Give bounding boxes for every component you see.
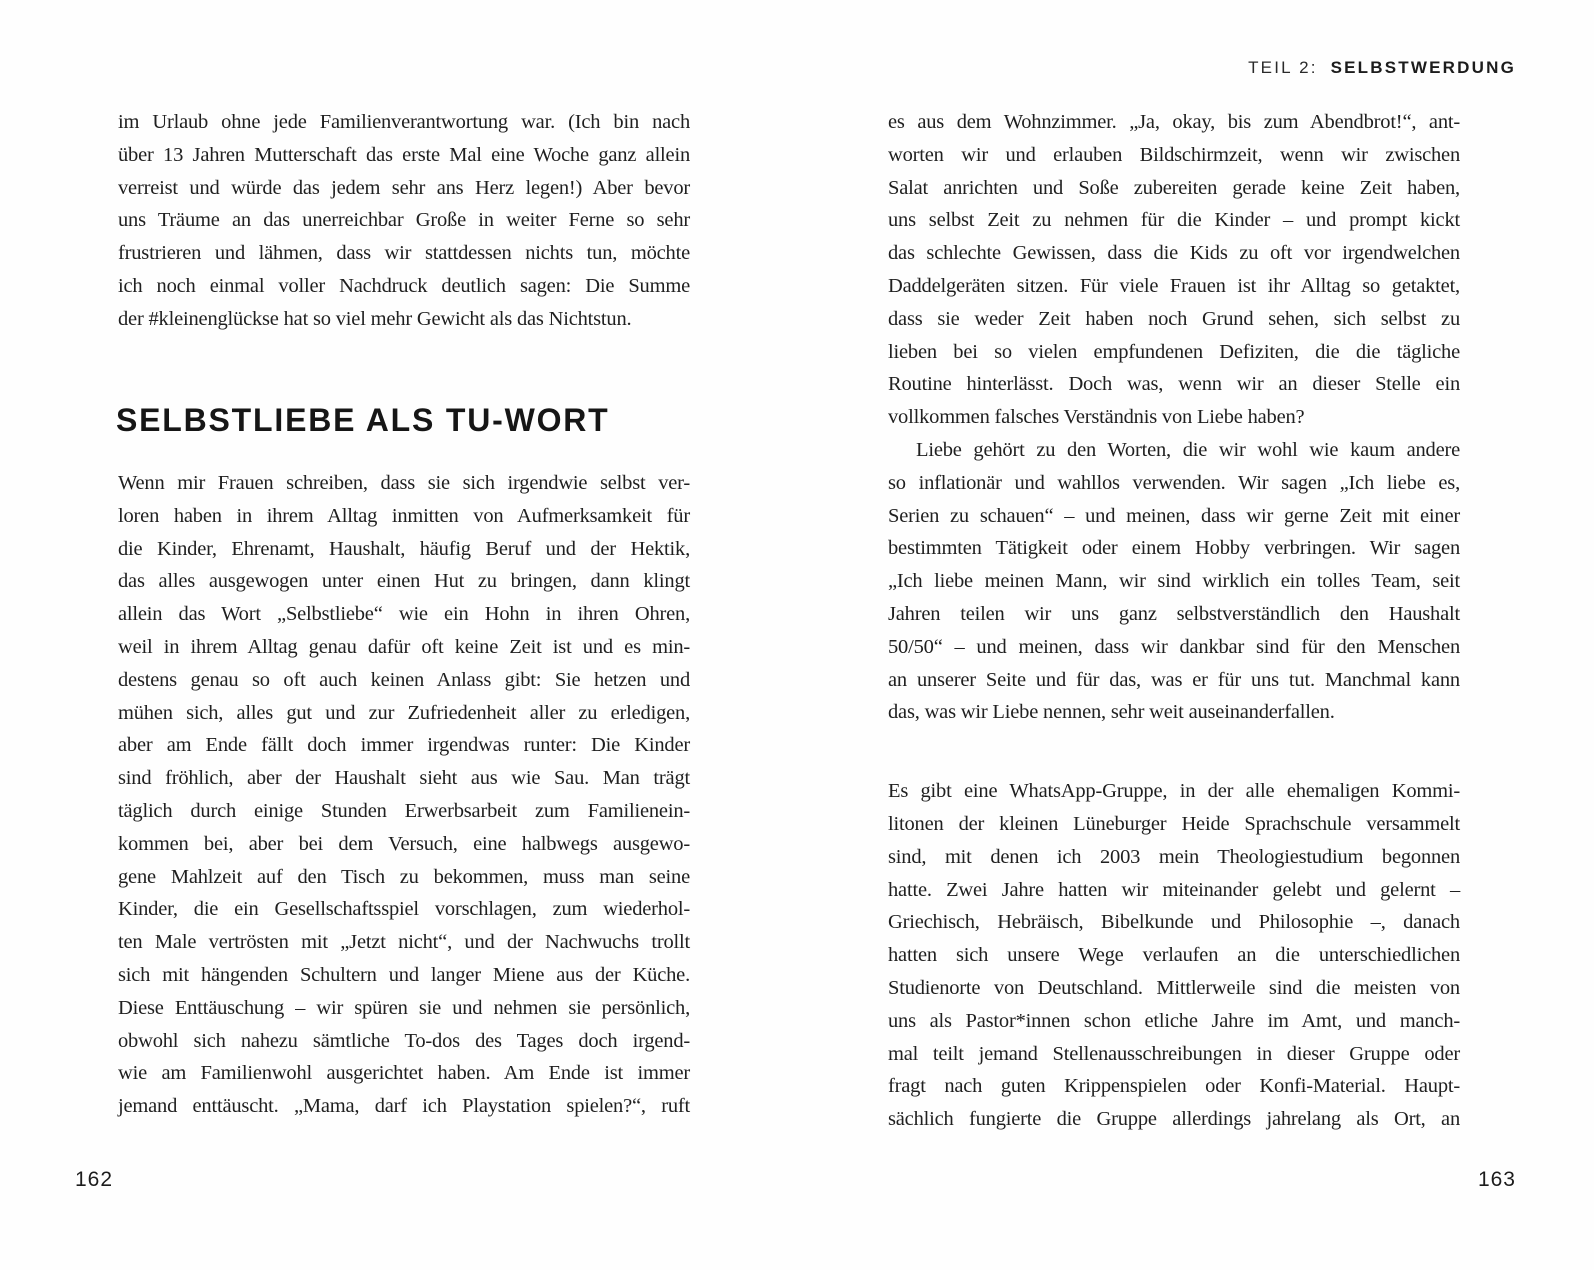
text-line: litonen der kleinen Lüneburger Heide Sprachschule versammelt bbox=[888, 812, 1460, 835]
text-line: Studienorte von Deutschland. Mittlerweile sind die meisten von bbox=[888, 976, 1460, 999]
text-line: so inflationär und wahllos verwenden. Wir sagen „Ich liebe es, bbox=[888, 471, 1460, 494]
right-page-paragraph-1 bbox=[888, 106, 1460, 434]
text-line: an unserer Seite und für das, was er für uns tut. Manchmal kann bbox=[888, 668, 1460, 691]
text-line: es aus dem Wohnzimmer. „Ja, okay, bis zum Abendbrot!“, ant- bbox=[888, 111, 1460, 133]
page-number-left: 162 bbox=[75, 1168, 114, 1191]
text-line: Griechisch, Hebräisch, Bibelkunde und Philosophie –, danach bbox=[888, 911, 1460, 934]
text-line: hatte. Zwei Jahre hatten wir miteinander gelebt und gelernt – bbox=[888, 878, 1460, 901]
text-line: weil in ihrem Alltag genau dafür oft keine Zeit ist und es min- bbox=[118, 635, 690, 658]
text-line: sind, mit denen ich 2003 mein Theologiestudium begonnen bbox=[888, 845, 1460, 868]
text-line: dass sie weder Zeit haben noch Grund sehen, sich selbst zu bbox=[888, 307, 1460, 330]
text-line: Routine hinterlässt. Doch was, wenn wir an dieser Stelle ein bbox=[888, 373, 1460, 396]
text-line: wie am Familienwohl ausgerichtet haben. Am Ende ist immer bbox=[118, 1062, 690, 1085]
text-line: das schlechte Gewissen, dass die Kids zu oft vor irgendwelchen bbox=[888, 242, 1460, 265]
text-line: uns als Pastor*innen schon etliche Jahre im Amt, und manch- bbox=[888, 1009, 1460, 1032]
text-line: aber am Ende fällt doch immer irgendwas runter: Die Kinder bbox=[118, 734, 690, 757]
text-line: im Urlaub ohne jede Familienverantwortung war. (Ich bin nach bbox=[118, 111, 690, 133]
text-line: sächlich fungierte die Gruppe allerdings jahrelang als Ort, an bbox=[888, 1108, 1460, 1131]
text-line: die Kinder, Ehrenamt, Haushalt, häufig Beruf und der Hektik, bbox=[118, 537, 690, 560]
text-line: 50/50“ – und meinen, dass wir dankbar sind für den Menschen bbox=[888, 635, 1460, 658]
text-line: ich noch einmal voller Nachdruck deutlich sagen: Die Summe bbox=[118, 274, 690, 297]
text-line: Wenn mir Frauen schreiben, dass sie sich irgendwie selbst ver- bbox=[118, 472, 690, 494]
text-line: Jahren teilen wir uns ganz selbstverständlich den Haushalt bbox=[888, 602, 1460, 625]
text-line: gene Mahlzeit auf den Tisch zu bekommen, muss man seine bbox=[118, 865, 690, 888]
right-page-text bbox=[888, 106, 1460, 1136]
left-page-paragraph-body bbox=[118, 467, 690, 1123]
running-header-title: SELBSTWERDUNG bbox=[1330, 58, 1516, 77]
text-line: mühen sich, alles gut und zur Zufriedenheit aller zu erledigen, bbox=[118, 701, 690, 724]
text-line: fragt nach guten Krippenspielen oder Konfi-Material. Haupt- bbox=[888, 1075, 1460, 1098]
text-line: der #kleinenglückse hat so viel mehr Gewicht als das Nichtstun. bbox=[118, 307, 632, 330]
text-line: verreist und würde das jedem sehr ans Herz legen!) Aber bevor bbox=[118, 176, 690, 199]
text-line: loren haben in ihrem Alltag inmitten von Aufmerksamkeit für bbox=[118, 504, 690, 527]
text-line: sich mit hängenden Schultern und langer Miene aus der Küche. bbox=[118, 963, 690, 986]
text-line: kommen bei, aber bei dem Versuch, eine halbwegs ausgewo- bbox=[118, 832, 690, 855]
text-line: frustrieren und lähmen, dass wir stattdessen nichts tun, möchte bbox=[118, 242, 690, 265]
text-line: uns selbst Zeit zu nehmen für die Kinder – und prompt kickt bbox=[888, 209, 1460, 232]
text-line: Es gibt eine WhatsApp-Gruppe, in der alle ehemaligen Kommi- bbox=[888, 780, 1460, 803]
text-line: Salat anrichten und Soße zubereiten gerade keine Zeit haben, bbox=[888, 176, 1460, 199]
page-number-right: 163 bbox=[1477, 1168, 1516, 1191]
text-line: Diese Enttäuschung – wir spüren sie und nehmen sie persönlich, bbox=[118, 996, 690, 1019]
text-line: obwohl sich nahezu sämtliche To-dos des Tages doch irgend- bbox=[118, 1029, 690, 1052]
text-line: Liebe gehört zu den Worten, die wir wohl wie kaum andere bbox=[916, 438, 1460, 461]
text-line: uns Träume an das unerreichbar Große in weiter Ferne so sehr bbox=[118, 209, 690, 232]
running-header bbox=[1248, 58, 1516, 78]
text-line: allein das Wort „Selbstliebe“ wie ein Hohn in ihren Ohren, bbox=[118, 603, 690, 626]
text-line: destens genau so oft auch keinen Anlass gibt: Sie hetzen und bbox=[118, 668, 690, 691]
text-line: jemand enttäuscht. „Mama, darf ich Playstation spielen?“, ruft bbox=[118, 1095, 690, 1118]
text-line: Daddelgeräten sitzen. Für viele Frauen ist ihr Alltag so getaktet, bbox=[888, 274, 1460, 297]
running-header-part: TEIL 2: bbox=[1248, 58, 1318, 77]
text-line: vollkommen falsches Verständnis von Liebe haben? bbox=[888, 406, 1305, 429]
text-line: hatten sich unsere Wege verlaufen an die unterschiedlichen bbox=[888, 944, 1460, 967]
text-line: täglich durch einige Stunden Erwerbsarbeit zum Familienein- bbox=[118, 799, 690, 822]
text-line: das, was wir Liebe nennen, sehr weit auseinanderfallen. bbox=[888, 701, 1335, 724]
text-line: bestimmten Tätigkeit oder einem Hobby verbringen. Wir sagen bbox=[888, 537, 1460, 560]
text-line: über 13 Jahren Mutterschaft das erste Mal eine Woche ganz allein bbox=[118, 143, 690, 166]
text-line: „Ich liebe meinen Mann, wir sind wirklich ein tolles Team, seit bbox=[888, 570, 1460, 593]
right-page-paragraph-3 bbox=[888, 775, 1460, 1136]
text-line: worten wir und erlauben Bildschirmzeit, wenn wir zwischen bbox=[888, 143, 1460, 166]
text-line: Serien zu schauen“ – und meinen, dass wir gerne Zeit mit einer bbox=[888, 504, 1460, 527]
right-page-paragraph-2 bbox=[888, 434, 1460, 729]
text-line: sind fröhlich, aber der Haushalt sieht aus wie Sau. Man trägt bbox=[118, 767, 690, 790]
section-heading: SELBSTLIEBE ALS TU-WORT bbox=[116, 402, 610, 438]
left-page-paragraph-continued bbox=[118, 106, 690, 336]
text-line: ten Male vertrösten mit „Jetzt nicht“, und der Nachwuchs trollt bbox=[118, 931, 690, 954]
text-line: mal teilt jemand Stellenausschreibungen in dieser Gruppe oder bbox=[888, 1042, 1460, 1065]
text-line: das alles ausgewogen unter einen Hut zu bringen, dann klingt bbox=[118, 570, 690, 593]
text-line: Kinder, die ein Gesellschaftsspiel vorschlagen, zum wiederhol- bbox=[118, 898, 690, 921]
text-line: lieben bei so vielen empfundenen Defiziten, die die tägliche bbox=[888, 340, 1460, 363]
